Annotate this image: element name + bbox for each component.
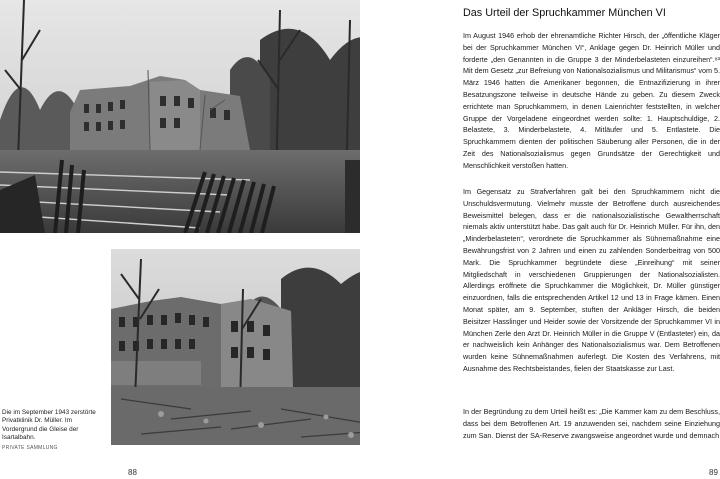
- paragraph-text: In der Begründung zu dem Urteil heißt es: „Die Kammer kam zu dem Beschluss, dass bei dem Betroffenen Art. 19 anzuwenden sei, nachdem seine Einziehung zum San. Dienst der SA-Reserve zwangsweise angeordnet wurde und demnach: [463, 407, 720, 440]
- photo-top-graphic: [0, 0, 385, 233]
- body-paragraph-2: [463, 186, 720, 375]
- photo-credit: PRIVATE SAMMLUNG: [2, 444, 58, 451]
- chapter-title: Das Urteil der Spruchkammer München VI: [463, 7, 666, 19]
- photo-caption: [2, 409, 106, 452]
- body-paragraph-3: [463, 406, 720, 441]
- body-paragraph-1: [463, 30, 720, 172]
- photo-bottom-graphic: [111, 249, 385, 445]
- paragraph-text: Im Gegensatz zu Strafverfahren galt bei den Spruchkammern nicht die Unschuldsvermutung. Vielmehr musste der Betroffene durch ausreichendes Beweismittel belegen, dass er die nationalsozialistische Gewaltherrschaft niemals aktiv unterstützt habe. Das galt auch für Dr. Heinrich Müller. Für ihn, den „Minderbelasteten“, verordnete die Spruchkammer als Sühnemaßnahme eine Bewährungsfrist von 2 Jahren und einen zu zahlenden Sonderbeitrag von 500 Mark. Die Spruchkammer begründete diese „Einreihung“ mit seiner Mitgliedschaft in verschiedenen Gruppierungen der Nationalsozialisten. Allerdings eröffnete die Spruchkammer die Möglichkeit, Dr. Müller günstiger einzuordnen, falls die entsprechenden Artikel 12 und 13 in Frage kämen. Einen Monat später, am 9. September, stuften der Ankläger Hirsch, die beiden Beisitzer Hasslinger und Heider sowie der Vorsitzende der Spruchkammer VI in München Zerle den Arzt Dr. Heinrich Müller in die Gruppe V (Entlasteter) ein, da er nachweislich kein Anhänger des Nationalsozialismus war. Dem Betroffenen wurden keine Sühnemaßnahmen auferlegt. Die Kosten des Verfahrens, mit Ausnahme des Rechtsbeistandes, fielen der Staatskasse zur Last.: [463, 187, 720, 373]
- page-number-left: 88: [128, 468, 137, 477]
- ruined-clinic-second-view-photo: [111, 249, 385, 445]
- caption-text: Die im September 1943 zerstörte Privatklinik Dr. Müller. Im Vordergrund die Gleise der Isartalbahn.: [2, 409, 96, 442]
- paragraph-text: Im August 1946 erhob der ehrenamtliche Richter Hirsch, der „öffentliche Kläger bei der Spruchkammer München VI“, Anklage gegen Dr. Heinrich Müller und forderte „den Genannten in die Gruppe 3 der Minderbelasteten einzureihen“.⁸³ Mit dem Gesetz „zur Befreiung von Nationalsozialismus und Militarismus“ vom 5. März 1946 hatten die Amerikaner begonnen, die Entnazifizierung in ihrer Besatzungszone teilweise in deutsche Hände zu geben. Zu diesem Zweck errichtete man Spruchkammern, in denen Laienrichter feststellten, in welcher Gruppe der Vorgeladene eingeordnet werden sollte: 1. Hauptschuldige, 2. Belastete, 3. Minderbelastete, 4. Mitläufer und 5. Entlastete. Die Spruchkammern dienten der politischen Säuberung aller Personen, die in der Zeit des Nationalsozialismus gegen Grundsätze der Gerechtigkeit und Menschlichkeit verstoßen hatten.: [463, 31, 720, 170]
- page-number-right: 89: [709, 468, 718, 477]
- ruined-clinic-photo-with-railway-tracks: [0, 0, 385, 233]
